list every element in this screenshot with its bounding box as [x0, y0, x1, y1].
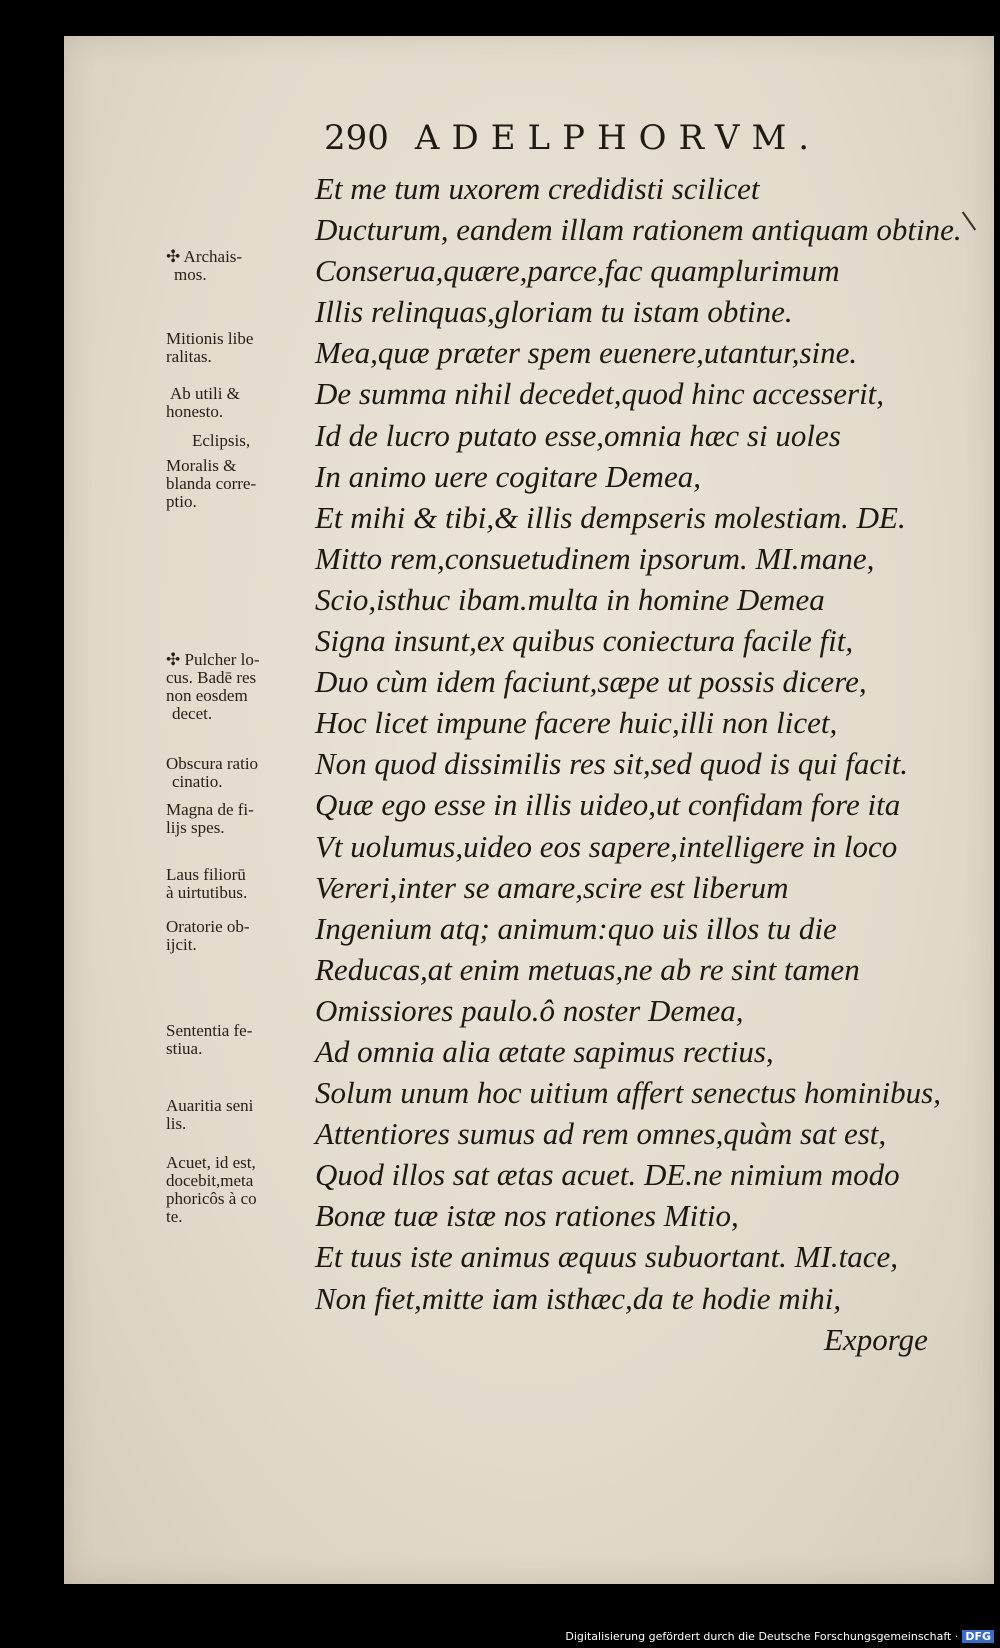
- verse-line: In animo uere cogitare Demea,: [315, 458, 701, 494]
- verse-line: Bonæ tuæ istæ nos rationes Mitio,: [315, 1198, 739, 1234]
- margin-note: Magna de fi- lijs spes.: [166, 800, 254, 837]
- margin-note: Ab utili & honesto.: [166, 384, 240, 421]
- catchword: Exporge: [824, 1322, 928, 1357]
- margin-note: Sententia fe- stiua.: [166, 1021, 253, 1058]
- verse-line: Mea,quæ præter spem euenere,utantur,sine.: [315, 335, 858, 371]
- margin-note: Eclipsis,: [192, 431, 251, 450]
- verse-line: Id de lucro putato esse,omnia hæc si uoles: [315, 417, 841, 453]
- verse-line: Vereri,inter se amare,scire est liberum: [315, 869, 789, 905]
- credit-text: Digitalisierung gefördert durch die Deutsche Forschungsgemeinschaft ·: [565, 1630, 959, 1643]
- verse-line: Mitto rem,consuetudinem ipsorum. MI.mane,: [315, 540, 875, 576]
- verse-line: Reducas,at enim metuas,ne ab re sint tamen: [315, 951, 860, 987]
- verse-line: Vt uolumus,uideo eos sapere,intelligere in loco: [315, 828, 898, 864]
- verse-line: Attentiores sumus ad rem omnes,quàm sat est,: [315, 1116, 887, 1152]
- page-number: 290: [324, 118, 389, 158]
- verse-line: Signa insunt,ex quibus coniectura facile fit,: [315, 623, 854, 659]
- verse-line: Duo cùm idem faciunt,sæpe ut possis dicere,: [315, 664, 867, 700]
- verse-line: Ingenium atq; animum:quo uis illos tu die: [315, 910, 837, 946]
- dfg-logo: DFG: [962, 1630, 994, 1643]
- running-head: [324, 118, 821, 158]
- verse-line: Et mihi & tibi,& illis dempseris molestiam. DE.: [315, 499, 906, 535]
- verse-line: Non fiet,mitte iam isthæc,da te hodie mihi,: [315, 1280, 842, 1316]
- margin-note: Obscura ratio cinatio.: [166, 754, 259, 791]
- verse-line: Conserua,quære,parce,fac quamplurimum: [315, 253, 840, 289]
- verse-line: Illis relinquas,gloriam tu istam obtine.: [315, 294, 793, 330]
- verse-line: Omissiores paulo.ô noster Demea,: [315, 992, 744, 1028]
- margin-note: Auaritia seni lis.: [166, 1096, 254, 1133]
- verse-line: Solum unum hoc uitium affert senectus hominibus,: [315, 1075, 941, 1111]
- margin-note: Oratorie ob- ijcit.: [166, 917, 250, 954]
- verse-line: De summa nihil decedet,quod hinc accesserit,: [315, 376, 885, 412]
- running-title: ADELPHORVM.: [414, 118, 822, 158]
- margin-note: ✣ Pulcher lo- cus. Badē res non eosdem decet.: [166, 650, 260, 723]
- margin-note: Laus filiorū à uirtutibus.: [166, 865, 248, 902]
- verse-text: [315, 168, 962, 1319]
- verse-line: Quod illos sat ætas acuet. DE.ne nimium modo: [315, 1157, 900, 1193]
- verse-line: Et me tum uxorem credidisti scilicet: [315, 171, 760, 206]
- verse-line: Hoc licet impune facere huic,illi non licet,: [315, 705, 838, 741]
- verse-line: Quæ ego esse in illis uideo,ut confidam fore ita: [315, 787, 901, 823]
- verse-line: Ad omnia alia ætate sapimus rectius,: [315, 1033, 774, 1069]
- verse-line: Non quod dissimilis res sit,sed quod is qui facit.: [315, 746, 909, 782]
- verse-line: Et tuus iste animus æquus subuortant. MI.tace,: [315, 1239, 898, 1275]
- margin-note: Mitionis libe ralitas.: [166, 329, 254, 366]
- margin-note: ✣ Archais- mos.: [166, 247, 243, 284]
- verse-line: Scio,isthuc ibam.multa in homine Demea: [315, 581, 825, 617]
- margin-note: Moralis & blanda corre- ptio.: [166, 456, 257, 511]
- margin-note: Acuet, id est, docebit,meta phoricôs à co te.: [166, 1153, 257, 1226]
- verse-line: Ducturum, eandem illam rationem antiquam obtine.: [315, 212, 962, 248]
- digitization-credit: [565, 1630, 994, 1643]
